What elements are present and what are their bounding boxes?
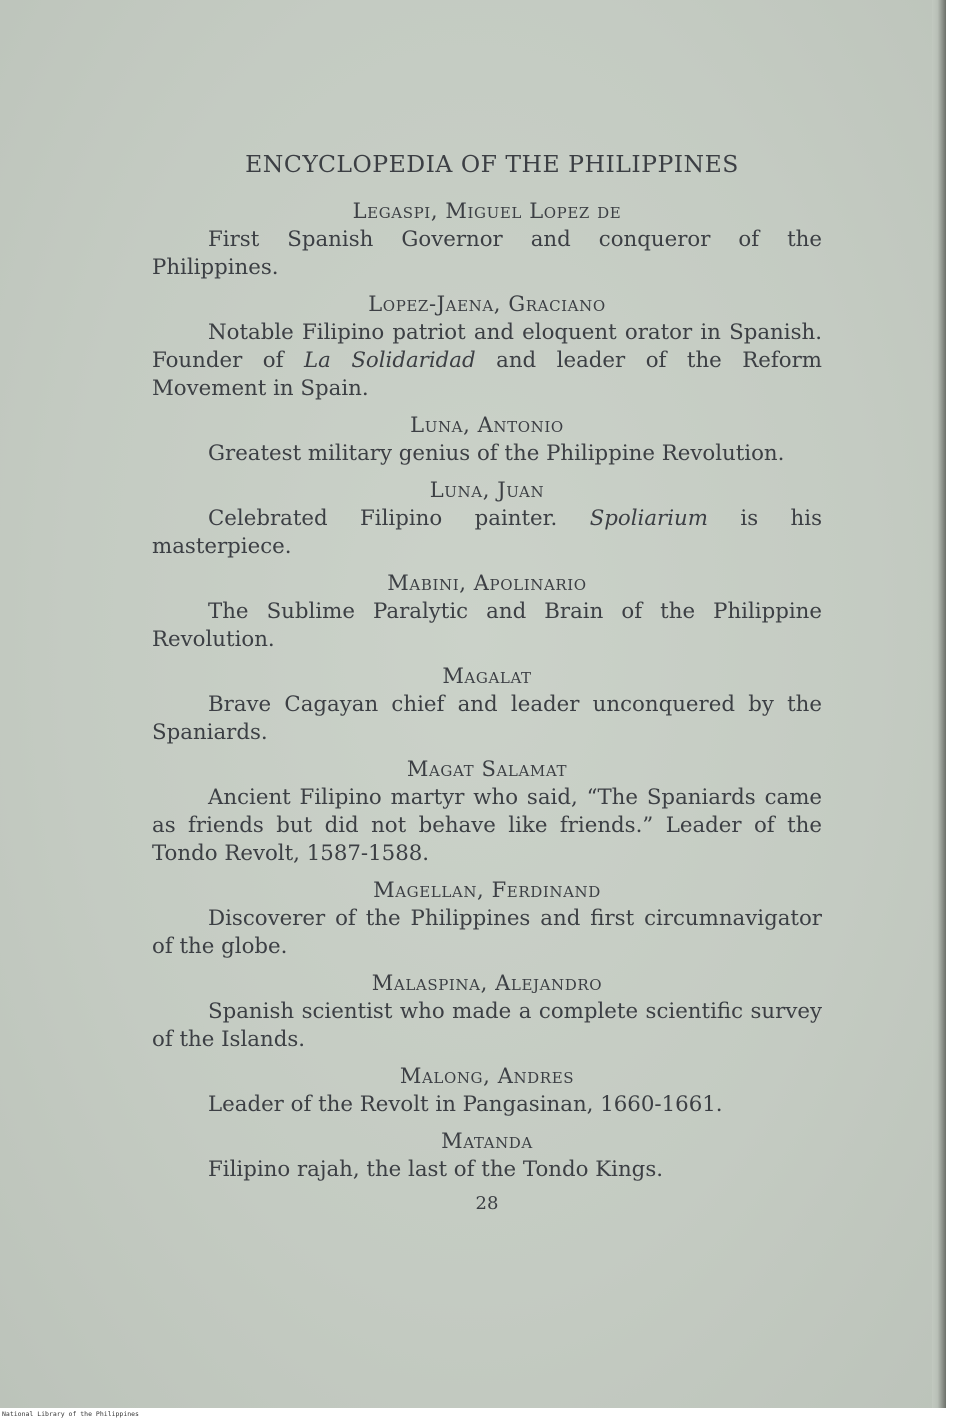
entry-description: First Spanish Governor and conqueror of the Philippines. [152,227,822,280]
entry-name: Malaspina, Alejandro [371,971,603,995]
page-edge-shadow [932,0,946,1408]
description-text: Celebrated Filipino painter. [208,506,590,531]
entry-legaspi [152,198,822,282]
entry-magalat [152,663,822,747]
entry-name: Matanda [441,1129,533,1153]
entry-description: Spanish scientist who made a complete scientific survey of the Islands. [152,999,822,1052]
entry-name: Lopez-Jaena, Graciano [368,292,606,316]
entry-description: The Sublime Paralytic and Brain of the Philippine Revolution. [152,599,822,652]
entry-lopez-jaena [152,291,822,403]
entry-name: Magat Salamat [406,757,568,781]
entry-name: Luna, Juan [429,478,545,502]
entry-description: Brave Cagayan chief and leader unconquered by the Spaniards. [152,692,822,745]
running-header: ENCYCLOPEDIA OF THE PHILIPPINES [245,150,739,178]
entry-description: Filipino rajah, the last of the Tondo Kings. [208,1157,664,1182]
entry-malaspina [152,970,822,1054]
page-number: 28 [475,1193,499,1214]
entry-name: Magalat [442,664,532,688]
entry-matanda [152,1128,822,1184]
entry-name: Malong, Andres [399,1064,575,1088]
italic-title: La Solidaridad [303,348,476,373]
entry-name: Legaspi, Miguel Lopez de [352,199,622,223]
entry-description: Discoverer of the Philippines and first circumnavigator of the globe. [152,906,822,959]
footer-credit: National Library of the Philippines [2,1410,139,1418]
entry-description [152,505,822,561]
entry-malong [152,1063,822,1119]
entry-name: Mabini, Apolinario [387,571,587,595]
description-text: and leader of the Reform Movement in Spain. [152,348,822,401]
entry-description: Greatest military genius of the Philippine Revolution. [208,441,785,466]
entry-magellan [152,877,822,961]
entry-description [152,319,822,403]
entry-mabini [152,570,822,654]
description-text: is his masterpiece. [152,506,822,559]
entry-name: Luna, Antonio [410,413,564,437]
entry-name: Magellan, Ferdinand [373,878,601,902]
page-content [152,150,822,1214]
entry-luna-antonio [152,412,822,468]
entry-magat-salamat [152,756,822,868]
entry-luna-juan [152,477,822,561]
italic-title: Spoliarium [589,506,708,531]
entry-description: Leader of the Revolt in Pangasinan, 1660-1661. [208,1092,723,1117]
description-text: Notable Filipino patriot and eloquent orator in Spanish. Founder of [152,320,822,373]
entry-description: Ancient Filipino martyr who said, “The Spaniards came as friends but did not behave like friends.” Leader of the Tondo Revolt, 1587-1588. [152,785,822,866]
